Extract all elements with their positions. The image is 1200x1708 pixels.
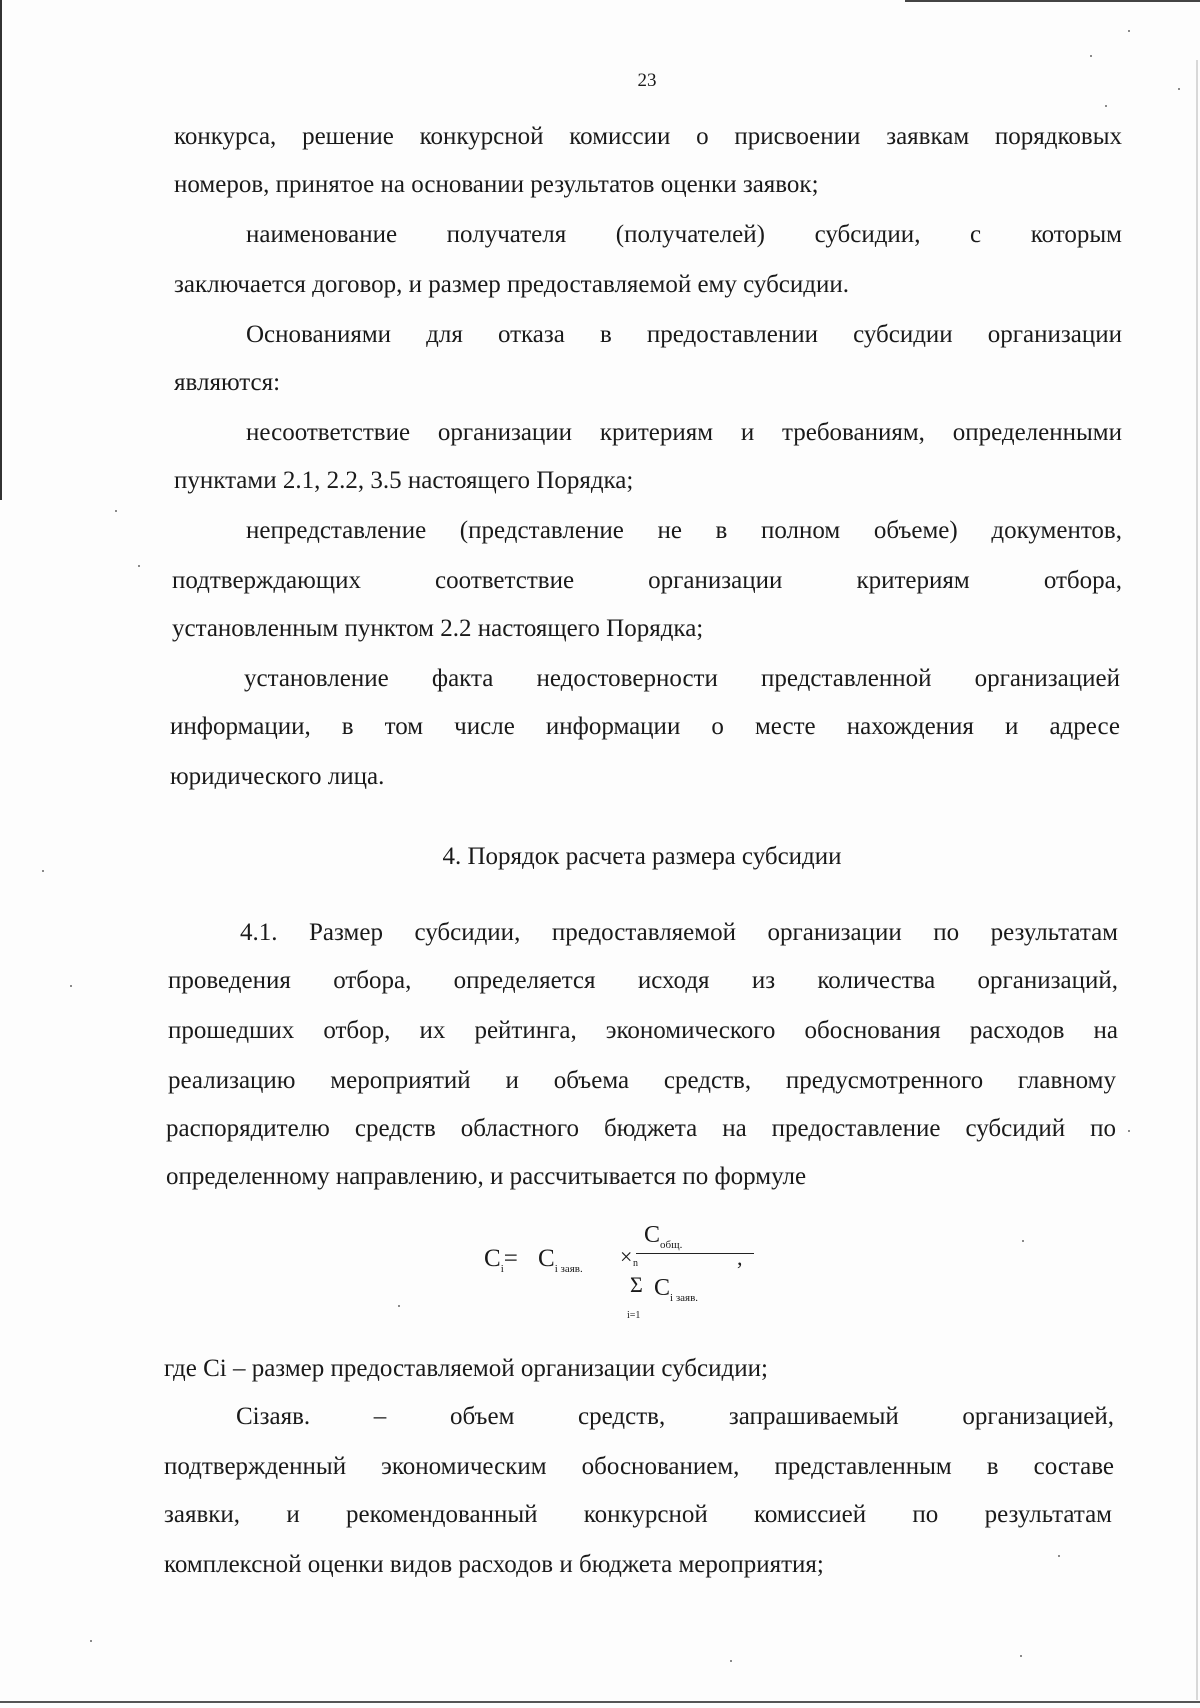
text-line: комплексной оценки видов расходов и бюджета мероприятия; [164, 1551, 824, 1578]
formula-sum-sign: Σ [630, 1272, 643, 1297]
scan-speck [90, 1640, 92, 1642]
text-line: подтверждающих соответствие организации критериям отбора, [172, 567, 1122, 594]
scan-speck [1105, 105, 1107, 107]
text-line: непредставление (представление не в полном объеме) документов, [246, 517, 1122, 544]
scan-edge-top [905, 0, 1200, 2]
scan-speck [138, 565, 140, 567]
text-line: заключается договор, и размер предоставляемой ему субсидии. [174, 271, 849, 298]
scan-speck [1022, 1240, 1024, 1242]
text-line: где Ci – размер предоставляемой организации субсидии; [164, 1355, 768, 1382]
text-line: подтвержденный экономическим обоснованием, представленным в составе [164, 1453, 1114, 1480]
formula-denominator: $C_{i заяв.}$ [654, 1275, 699, 1304]
text-line: несоответствие организации критериям и требованиям, определенными [246, 419, 1122, 446]
page-number: 23 [637, 70, 657, 91]
text-line: являются: [174, 369, 281, 396]
text-line: номеров, принятое на основании результатов оценки заявок; [174, 171, 819, 198]
text-line: определенному направлению, и рассчитывается по формуле [166, 1163, 807, 1190]
section-heading: 4. Порядок расчета размера субсидии [442, 843, 842, 870]
scan-speck [1020, 1655, 1022, 1657]
text-line: наименование получателя (получателей) субсидии, с которым [246, 221, 1122, 248]
text-line: реализацию мероприятий и объема средств, предусмотренного главному [168, 1067, 1116, 1094]
text-line: заявки, и рекомендованный конкурсной комиссией по результатам [164, 1501, 1112, 1528]
text-line: конкурса, решение конкурсной комиссии о присвоении заявкам порядковых [174, 123, 1122, 150]
formula-ci-zayav: $C_{i заяв.}$ [538, 1245, 583, 1275]
text-line: проведения отбора, определяется исходя из количества организаций, [168, 967, 1118, 994]
subsidy-formula [484, 1222, 754, 1332]
formula-comma: , [737, 1245, 743, 1270]
formula-sum-lower: i=1 [627, 1310, 641, 1321]
scan-speck [1128, 30, 1130, 32]
text-line: распорядителю средств областного бюджета на предоставление субсидий по [166, 1115, 1116, 1142]
formula-numerator: $C_{общ.}$ [644, 1222, 683, 1251]
text-line: установленным пунктом 2.2 настоящего Порядка; [172, 615, 704, 642]
text-line: информации, в том числе информации о месте нахождения и адресе [170, 713, 1120, 740]
formula-times: × [620, 1244, 633, 1269]
text-line: Основаниями для отказа в предоставлении субсидии организации [246, 321, 1122, 348]
text-line: 4.1. Размер субсидии, предоставляемой организации по результатам [240, 919, 1118, 946]
formula-sum-upper: n [633, 1258, 638, 1269]
formula-ci: $C_i=$ [484, 1245, 518, 1275]
text-line: установление факта недостоверности представленной организацией [244, 665, 1120, 692]
scan-speck [115, 510, 117, 512]
scan-speck [70, 985, 72, 987]
scan-edge-bottom [0, 1701, 1200, 1703]
text-line: Сiзаяв. – объем средств, запрашиваемый организацией, [236, 1403, 1114, 1430]
scan-speck [730, 1660, 732, 1662]
scan-speck [1090, 55, 1092, 57]
text-line: пунктами 2.1, 2.2, 3.5 настоящего Порядка; [174, 467, 634, 494]
text-line: прошедших отбор, их рейтинга, экономического обоснования расходов на [168, 1017, 1118, 1044]
scan-speck [1058, 1555, 1060, 1557]
scan-speck [398, 1305, 400, 1307]
text-line: юридического лица. [170, 763, 385, 790]
scan-edge-right [1196, 60, 1198, 1700]
scan-speck [1128, 1130, 1130, 1132]
